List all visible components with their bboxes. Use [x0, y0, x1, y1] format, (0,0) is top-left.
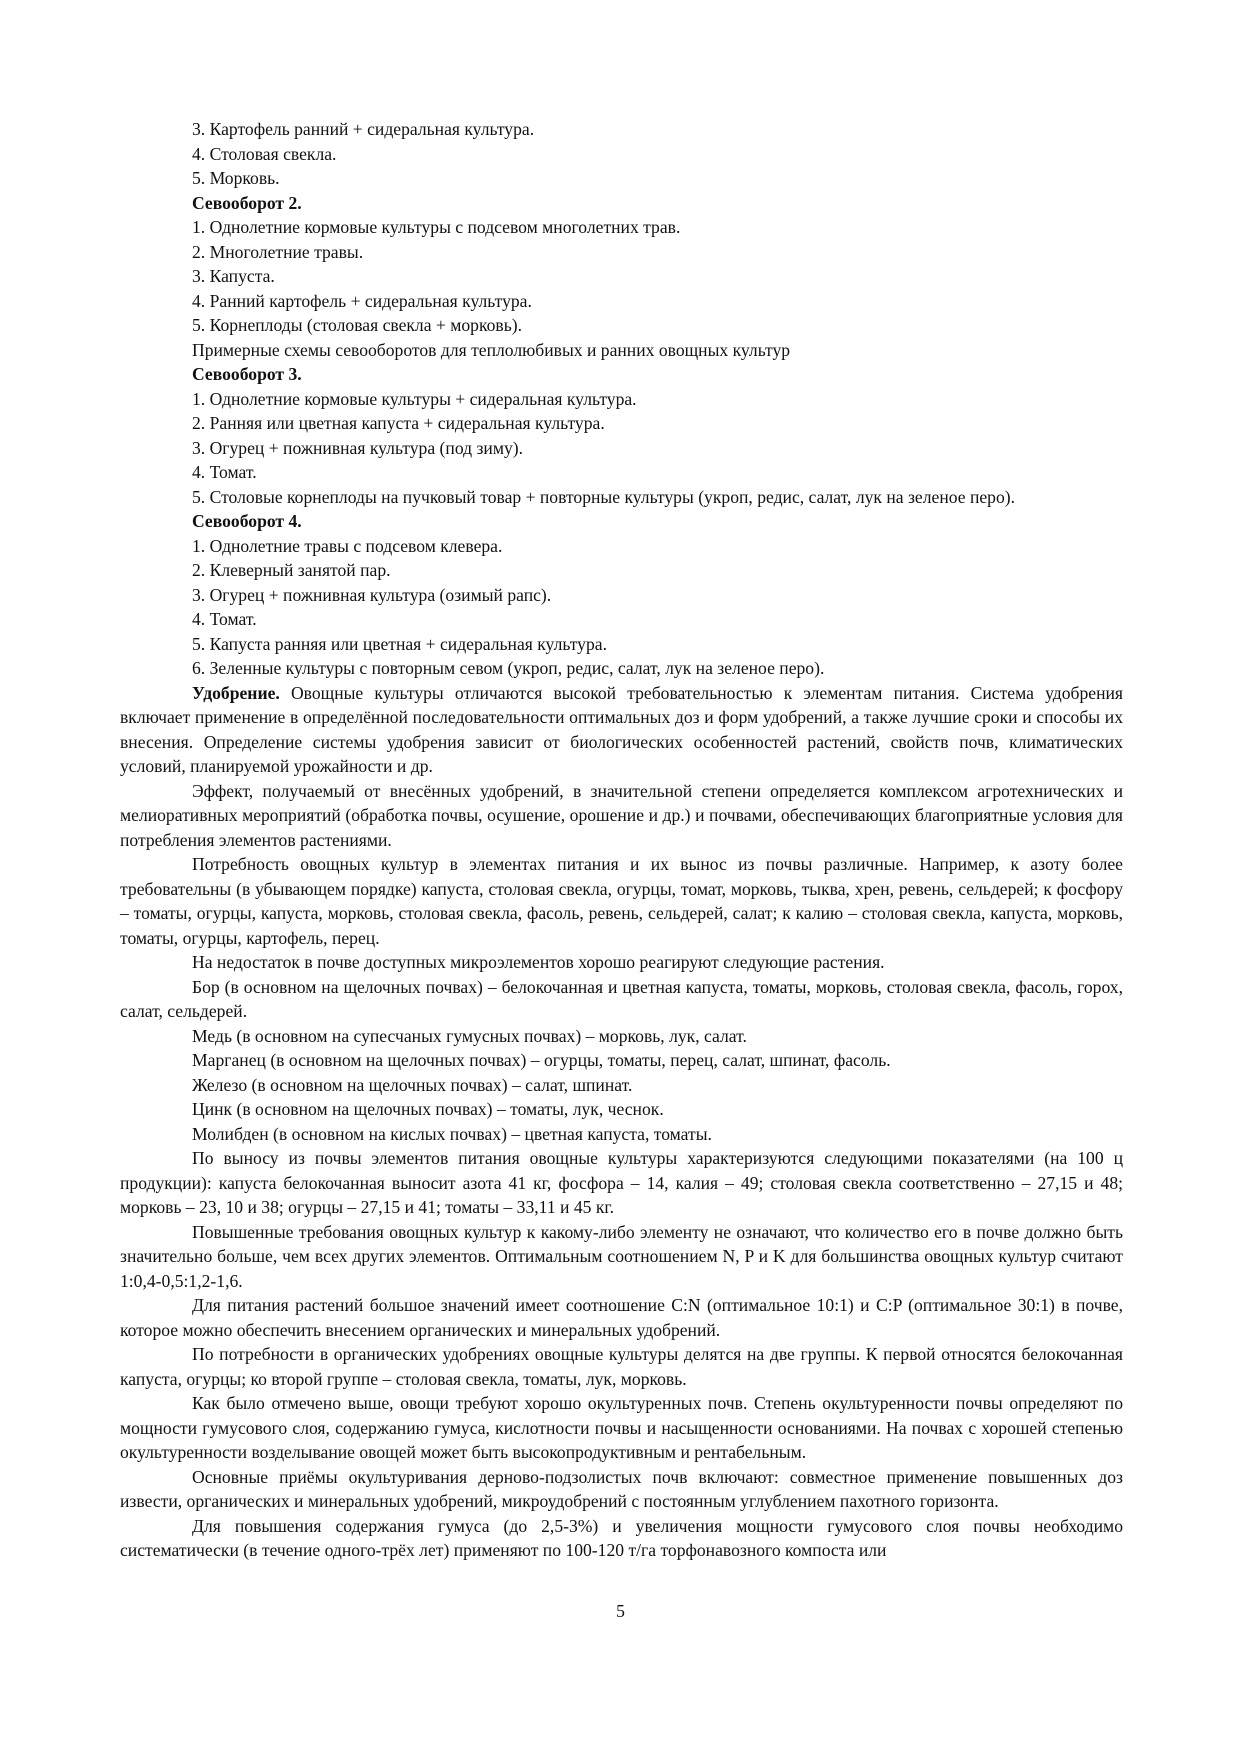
paragraph: На недостаток в почве доступных микроэлементов хорошо реагируют следующие растения.: [192, 952, 885, 972]
list-item: 1. Однолетние травы с подсевом клевера.: [192, 535, 503, 556]
list-item: 1. Однолетние кормовые культуры с подсевом многолетних трав.: [192, 217, 681, 237]
list-item: 3. Огурец + пожнивная культура (озимый рапс).: [192, 584, 552, 605]
list-item: 4. Ранний картофель + сидеральная культура.: [192, 290, 532, 311]
rotation-4-heading: Севооборот 4.: [192, 511, 302, 531]
list-item: 4. Томат.: [192, 462, 257, 482]
paragraph: Бор (в основном на щелочных почвах) – белокочанная и цветная капуста, томаты, морковь, столовая свекла, фасоль, горох, салат, сельдерей.: [120, 976, 1123, 1021]
list-item-wrapped: 5. Столовые корнеплоды на пучковый товар + повторные культуры (укроп, редис, салат, лук на зеленое перо).: [192, 486, 1016, 507]
paragraph: Молибден (в основном на кислых почвах) – цветная капуста, томаты.: [192, 1123, 712, 1144]
paragraph: Эффект, получаемый от внесённых удобрений, в значительной степени определяется комплексом агротехнических и мелиоративных мероприятий (обработка почвы, осушение, орошение и др.) и почвами, обеспечивающих благоприятные условия для потребления элементов растениями.: [120, 780, 1123, 850]
list-item: 5. Морковь.: [192, 168, 280, 188]
list-item: 1. Однолетние кормовые культуры + сидеральная культура.: [192, 388, 637, 409]
list-item: 2. Многолетние травы.: [192, 241, 364, 262]
fertilizer-text: Овощные культуры отличаются высокой требовательностью к элементам питания. Система удобрения включает применение в определённой последовательности оптимальных доз и форм удобрений, а также лучшие сроки и способы их внесения. Определение системы удобрения зависит от биологических особенностей растений, свойств почв, климатических условий, планируемой урожайности и др.: [120, 682, 1123, 776]
list-item: 5. Корнеплоды (столовая свекла + морковь).: [192, 315, 523, 335]
list-item: 3. Капуста.: [192, 266, 275, 286]
paragraph: Потребность овощных культур в элементах питания и их вынос из почвы различные. Например, к азоту более требовательны (в убывающем порядке) капуста, столовая свекла, огурцы, томат, морковь, тыква, хрен, ревень, сельдерей; к фосфору – томаты, огурцы, капуста, морковь, столовая свекла, фасоль, ревень, сельдерей, салат; к калию – столовая свекла, капуста, морковь, томаты, огурцы, картофель, перец.: [120, 854, 1123, 948]
fertilizer-lead: Удобрение.: [192, 682, 280, 703]
paragraph: По потребности в органических удобрениях овощные культуры делятся на две группы. К первой относятся белокочанная капуста, огурцы; ко второй группе – столовая свекла, томаты, лук, морковь.: [120, 1344, 1123, 1389]
schemes-caption: Примерные схемы севооборотов для теплолюбивых и ранних овощных культур: [192, 339, 791, 360]
list-item: 3. Картофель ранний + сидеральная культура.: [192, 119, 535, 139]
paragraph: По выносу из почвы элементов питания овощные культуры характеризуются следующими показателями (на 100 ц продукции): капуста белокочанная выносит азота 41 кг, фосфора – 14, калия – 49; столовая свекла соответственно – 27,15 и 48; морковь – 23, 10 и 38; огурцы – 27,15 и 41; томаты – 33,11 и 45 кг.: [120, 1148, 1123, 1217]
page-number: 5: [616, 1601, 625, 1621]
paragraph: Как было отмечено выше, овощи требуют хорошо окультуренных почв. Степень окультуренности почвы определяют по мощности гумусового слоя, содержанию гумуса, кислотности почвы и насыщенности основаниями. На почвах с хорошей степенью окультуренности возделывание овощей может быть высокопродуктивным и рентабельным.: [120, 1393, 1123, 1462]
list-item: 2. Клеверный занятой пар.: [192, 560, 391, 580]
list-item: 3. Огурец + пожнивная культура (под зиму).: [192, 437, 524, 458]
paragraph: Железо (в основном на щелочных почвах) – салат, шпинат.: [192, 1074, 633, 1095]
paragraph: Для повышения содержания гумуса (до 2,5-3%) и увеличения мощности гумусового слоя почвы необходимо систематически (в течение одного-трёх лет) применяют по 100-120 т/га торфонавозного компоста или: [120, 1515, 1123, 1560]
paragraph: Медь (в основном на супесчаных гумусных почвах) – морковь, лук, салат.: [192, 1025, 747, 1046]
paragraph: Цинк (в основном на щелочных почвах) – томаты, лук, чеснок.: [192, 1099, 664, 1119]
list-item: 4. Томат.: [192, 609, 257, 629]
list-item: 2. Ранняя или цветная капуста + сидеральная культура.: [192, 413, 605, 433]
rotation-3-heading: Севооборот 3.: [192, 364, 302, 384]
fertilizer-paragraph: [120, 681, 1123, 779]
paragraph: Основные приёмы окультуривания дерново-подзолистых почв включают: совместное применение повышенных доз извести, органических и минеральных удобрений, микроудобрений с постоянным углублением пахотного горизонта.: [120, 1466, 1123, 1511]
list-item: 4. Столовая свекла.: [192, 143, 337, 164]
list-item: 5. Капуста ранняя или цветная + сидеральная культура.: [192, 633, 607, 654]
paragraph: Для питания растений большое значений имеет соотношение C:N (оптимальное 10:1) и C:P (оптимальное 30:1) в почве, которое можно обеспечить внесением органических и минеральных удобрений.: [120, 1295, 1123, 1340]
rotation-2-heading: Севооборот 2.: [192, 192, 302, 213]
paragraph: Марганец (в основном на щелочных почвах) – огурцы, томаты, перец, салат, шпинат, фасоль.: [192, 1050, 891, 1070]
page-body: [120, 117, 1123, 1563]
paragraph: Повышенные требования овощных культур к какому-либо элементу не означают, что количество его в почве должно быть значительно больше, чем всех других элементов. Оптимальным соотношением N, P и K для большинства овощных культур считают 1:0,4-0,5:1,2-1,6.: [120, 1221, 1123, 1291]
list-item: 6. Зеленные культуры с повторным севом (укроп, редис, салат, лук на зеленое перо).: [192, 658, 825, 678]
